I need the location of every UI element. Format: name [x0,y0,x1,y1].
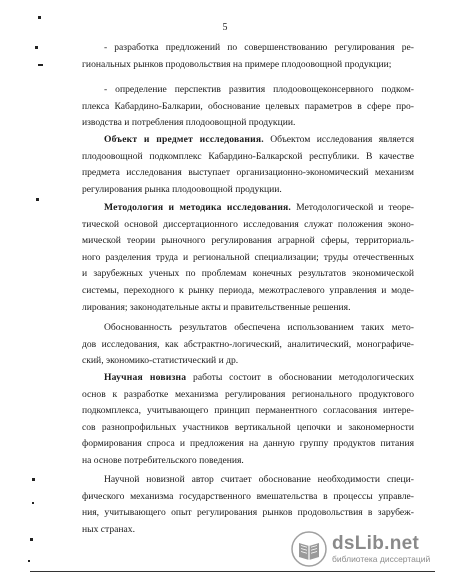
text-line: плодоовощной подкомплекс Кабардино-Балкарской республики. В качестве [82,150,414,162]
scan-mark [32,478,35,481]
text-line: подкомплекса, учитывающего принцип перманентного согласования интере- [82,405,414,417]
watermark-brand: dsLib.net [332,533,420,554]
text-line: дов исследования, как абстрактно-логический, аналитический, монографиче- [82,338,414,350]
text-line: Научная новизна работы состоит в обосновании методологических [104,372,414,383]
text-line: Научной новизной автор считает обоснование необходимости специ- [104,474,414,485]
text-line: гиональных рынков продовольствия на примере плодоовощной продукции; [82,58,392,70]
paragraph-object [82,132,414,198]
text-line: ский, экономико-статистический и др. [82,355,239,367]
text-line: и зарубежных ученых по проблемам конечных результатов экономической [82,268,414,280]
text-line: тической основой диссертационного исследования служат положения эконо- [82,218,414,230]
text-line: предмета исследования выступает организационно-экономический механизм [82,167,414,179]
text-line: сов разнопрофильных участников вертикальной цепочки и закономерности [82,421,414,433]
section-heading: Объект и предмет исследования. [104,134,264,145]
text-line: фического механизма государственного вмешательства в процессы управле- [82,490,414,502]
section-heading: Методология и методика исследования. [104,202,292,213]
text-line: лирования; законодательные акты и правительственные решения. [82,301,351,313]
scan-mark [30,538,33,541]
text-line: Объект и предмет исследования. Объектом исследования является [104,134,414,145]
text-line: Методология и методика исследования. Методологической и теоре- [104,202,415,213]
watermark-subtitle: библиотека диссертаций [332,554,431,564]
text-line: Обоснованность результатов обеспечена использованием таких мето- [104,322,414,333]
text-line: системы, переходного к рынку периода, межотраслевого управления и моде- [82,284,414,296]
scan-mark [32,502,34,504]
paragraph-methodology [82,200,414,316]
text-line: регулирования рынка плодоовощной продукции. [82,183,282,195]
text-line: основ к разработке механизма регулирования регионального продуктового [82,388,414,400]
text-line: плекса Кабардино-Балкарии, обоснование целевых параметров в сфере про- [82,100,414,112]
watermark[interactable] [290,527,440,571]
text-line: ния, учитывающего опыт регулирования рынков продовольствия в зарубеж- [82,507,414,519]
scan-mark [36,198,39,201]
page-number: 5 [222,22,228,33]
text-line: ного разделения труда и региональной специализации; труды отечественных [82,251,414,263]
section-heading: Научная новизна [104,372,187,383]
text-line: ных странах. [82,523,135,535]
text-line: изводства и потребления плодоовощной продукции. [82,117,296,129]
paragraph-validity [82,320,414,370]
paragraph-task-2 [82,82,414,132]
scan-mark [28,560,30,562]
text-line: формирования спроса и предложения на данную группу продуктов питания [82,438,414,450]
paragraph-task-1 [82,40,414,73]
scan-mark [38,16,41,19]
watermark-text [332,534,430,564]
book-icon [290,530,328,568]
text-line: на основе потребительского поведения. [82,454,244,466]
paragraph-novelty [82,370,414,470]
scan-mark [38,64,43,66]
text-line: мической теории рыночного регулирования аграрной сферы, территориаль- [82,235,414,247]
bottom-scan-line [30,571,435,572]
scan-mark [35,46,38,49]
text-line: - разработка предложений по совершенствованию регулирования ре- [104,42,414,53]
text-line: - определение перспектив развития плодоовощеконсервного подком- [104,84,414,95]
